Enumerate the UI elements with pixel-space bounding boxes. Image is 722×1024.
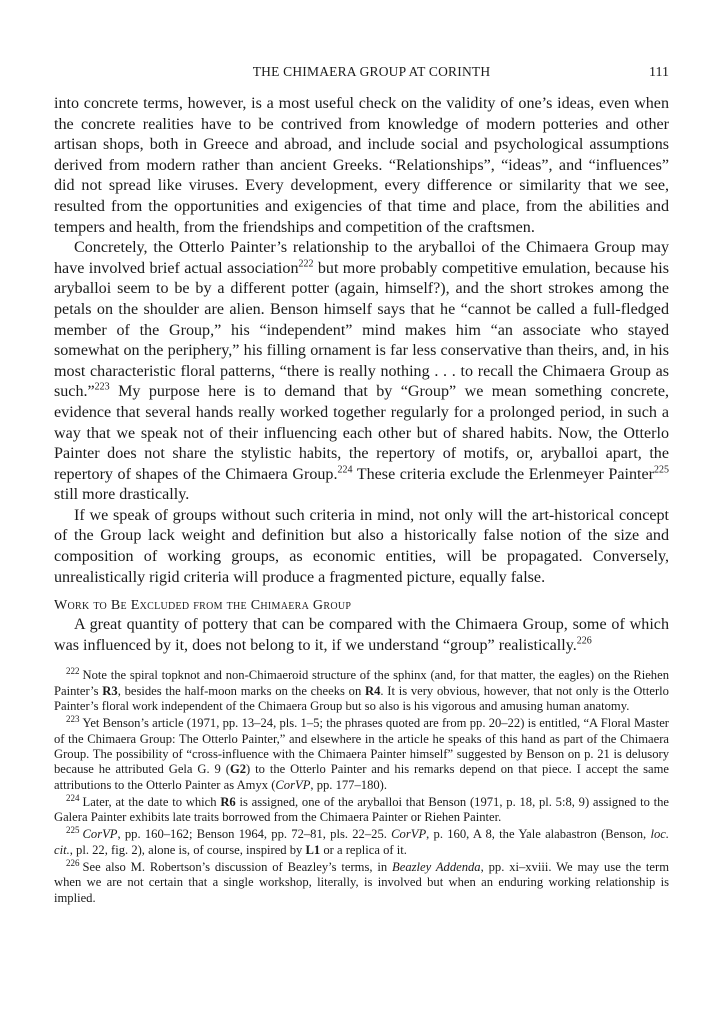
footnote-text: Later, at the date to which: [82, 794, 221, 809]
footnote-number: 222: [66, 666, 80, 677]
running-header: [54, 64, 669, 84]
running-title: THE CHIMAERA GROUP AT CORINTH: [252, 64, 491, 79]
citation-title: Beazley Addenda: [392, 860, 481, 874]
paragraph-2-text-e: still more drastically.: [54, 486, 190, 504]
main-text: [54, 94, 669, 656]
paragraph-4: [54, 615, 669, 656]
footnote-224: [54, 792, 670, 826]
footnote-number: 224: [66, 792, 80, 803]
footnote-number: 226: [66, 857, 80, 868]
footnote-text: , p. 160, A 8, the Yale alabastron (Benson,: [426, 827, 651, 842]
footnote-text: or a replica of it.: [320, 842, 407, 857]
page-number: 111: [649, 65, 669, 80]
paragraph-2-text-a: Concretely, the Otterlo Painter’s relationship to the aryballoi of the Chimaera Group may have involved brief actual association: [54, 239, 669, 277]
footnote-text: , pp. 177–180).: [310, 777, 387, 792]
citation-title: CorVP: [275, 777, 311, 792]
footnote-ref-222[interactable]: 222: [298, 258, 314, 270]
footnote-222: [54, 668, 669, 714]
footnote-ref-224[interactable]: 224: [337, 464, 353, 476]
paragraph-4-text: A great quantity of pottery that can be compared with the Chimaera Group, some of which was influenced by it, does not belong to it, if we understand “group” realistically.: [54, 616, 669, 654]
footnotes: [54, 668, 669, 905]
catalog-ref: R4: [365, 683, 381, 698]
footnote-text: Note the spiral topknot and non-Chimaeroid structure of the sphinx (and, for that matter, the eagles) on the Riehen Painter’s: [54, 668, 669, 698]
footnote-text: Yet Benson’s article (1971, pp. 13–24, pls. 1–5; the phrases quoted are from pp. 20–22) is entitled, “A Floral Master of the Chimaera Group: The Otterlo Painter,” and elsewhere in the article he speaks of this hand as part of the Chimaera Group. The possibility of “cross-influence with the Chimaera Painter himself” suggested by Benson on p. 21 is delusory because he attributed Gela G. 9 (: [54, 716, 669, 777]
catalog-ref: R3: [102, 683, 118, 698]
footnote-number: 225: [66, 825, 80, 836]
catalog-ref: R6: [220, 794, 236, 809]
catalog-ref: G2: [229, 762, 247, 777]
paragraph-2-text-b: but more probably competitive emulation, because his aryballoi seem to be by a different potter (again, himself?), and the short strokes among the petals on the shoulder are alien. Benson himself says that he “cannot be called a full-fledged member of the Group,” his “independent” mind makes him “an associate who stayed somewhat on the periphery,” his filling ornament is far less conservative than theirs, and, in his most characteristic floral patterns, “there is really nothing . . . to recall the Chimaera Group as such.”: [54, 259, 669, 401]
footnote-text: , pl. 22, fig. 2), alone is, of course, inspired by: [69, 842, 306, 857]
footnote-text: , besides the half-moon marks on the cheeks on: [117, 683, 365, 698]
footnote-ref-225[interactable]: 225: [654, 464, 669, 476]
footnote-223: [54, 716, 669, 792]
citation-title: CorVP: [391, 827, 427, 842]
footnote-text: is assigned, one of the aryballoi that Benson (1971, p. 18, pl. 5:8, 9) assigned to the Galera Painter exhibits late traits borrowed from the Chimaera Painter or Riehen Painter.: [54, 794, 670, 825]
footnote-225: [54, 827, 669, 858]
footnote-text: , pp. 160–162; Benson 1964, pp. 72–81, pls. 22–25.: [117, 827, 392, 842]
paragraph-2-text-d: These criteria exclude the Erlenmeyer Painter: [352, 465, 654, 483]
footnote-ref-223[interactable]: 223: [94, 381, 110, 393]
paragraph-2: [54, 238, 669, 506]
page: [54, 64, 669, 908]
paragraph-2-text-c: My purpose here is to demand that by “Group” we mean something concrete, evidence that several hands really worked together regularly for a prolonged period, in such a way that we speak not of their influencing each other but of shared habits. Now, the Otterlo Painter does not share the stylistic habits, the repertory of motifs, or, aryballoi apart, the repertory of shapes of the Chimaera Group.: [54, 383, 669, 483]
citation-abbrev: loc. cit.: [54, 827, 669, 857]
footnote-text: ) to the Otterlo Painter and his remarks depend on that piece. I accept the same attributions to the Otterlo Painter as Amyx (: [54, 762, 669, 792]
paragraph-3: If we speak of groups without such criteria in mind, not only will the art-historical concept of the Group lack weight and definition but also a historically false notion of the size and composition of working groups, as economic entities, will be propagated. Conversely, unrealistically rigid criteria will produce a fragmented picture, equally false.: [54, 506, 669, 586]
footnote-text: . It is very obvious, however, that not only is the Otterlo Painter’s floral work independent of the Chimaera Group but so also is his vigorous and amusing human anatomy.: [54, 683, 669, 714]
footnote-226: [54, 857, 669, 906]
paragraph-1: into concrete terms, however, is a most useful check on the validity of one’s ideas, even when the concrete realities have to be contrived from knowledge of modern potteries and other artisan shops, both in Greece and abroad, and include social and psychological assumptions derived from modern rather than ancient Greeks. “Relationships”, “ideas”, and “influences” did not spread like viruses. Every development, every difference or similarity that we see, resulted from the opportunities and exigencies of that time and place, from the abilities and tempers and health, from the friendships and competition of the craftsmen.: [54, 95, 669, 236]
citation-title: CorVP: [82, 827, 118, 842]
footnote-text: , pp. xi–xviii. We may use the term when we are not certain that a single workshop, literally, is involved but when an enduring working relationship is implied.: [54, 860, 669, 905]
footnote-number: 223: [66, 714, 80, 725]
footnote-text: See also M. Robertson’s discussion of Beazley’s terms, in: [82, 860, 393, 874]
catalog-ref: L1: [305, 842, 321, 857]
footnote-ref-226[interactable]: 226: [576, 635, 592, 647]
section-heading: Work to Be Excluded from the Chimaera Group: [54, 598, 352, 614]
